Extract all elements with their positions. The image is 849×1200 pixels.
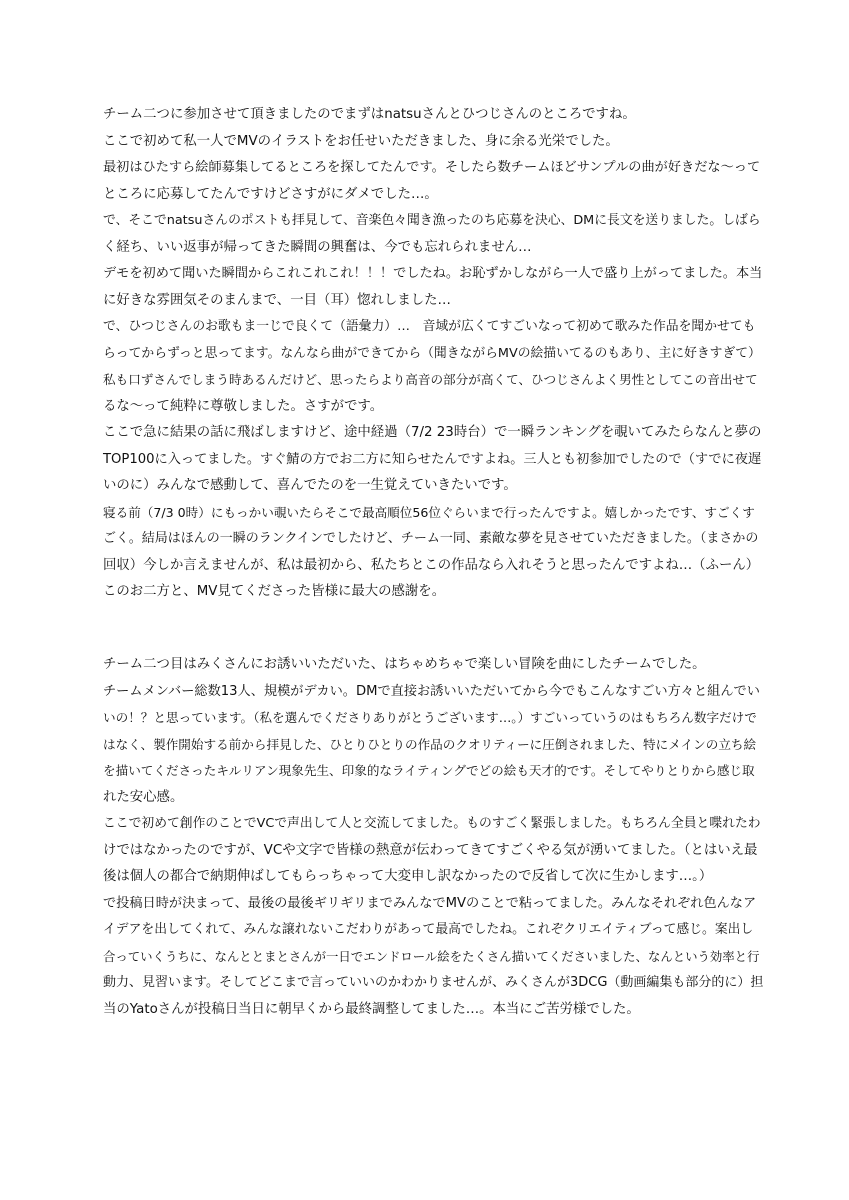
text-line: いの！？と思っています。（私を選んでくださりありがとうございます…。）すごいっていうのはもちろん数字だけで <box>103 710 757 725</box>
text-line: らってからずっと思ってます。なんなら曲ができてから（聞きながらMVの絵描いてるのもあり、主に好きすぎて） <box>103 345 761 361</box>
text-line: 回収）今しか言えませんが、私は最初から、私たちとこの作品なら入れそうと思ったんですよね…（ふーん） <box>103 557 760 573</box>
text-line: イデアを出してくれて、みんな譲れないこだわりがあって最高でしたね。これぞクリエイティブって感じ。案出し <box>103 922 754 937</box>
text-line: ごく。結局はほんの一瞬のランクインでしたけど、チーム一同、素敵な夢を見させていただきました。（まさかの <box>103 531 759 546</box>
text-line: で、そこでnatsuさんのポストも拝見して、音楽色々聞き漁ったのち応募を決心、DMに長文を送りました。しばら <box>103 213 761 228</box>
text-line: ここで初めて創作のことでVCで声出して人と交流してました。ものすごく緊張しました。もちろん全員と喋れたわ <box>103 816 761 831</box>
text-line: デモを初めて聞いた瞬間からこれこれこれ！！！でしたね。お恥ずかしながら一人で盛り上がってました。本当 <box>103 266 763 281</box>
text-line: チームメンバー総数13人、規模がデカい。DMで直接お誘いいただいてから今でもこんなすごい方々と組んでい <box>103 683 760 699</box>
text-line: 私も口ずさんでしまう時あるんだけど、思ったらより高音の部分が高くて、ひつじさんよく男性としてこの音出せて <box>103 372 758 387</box>
text-line: で投稿日時が決まって、最後の最後ギリギリまでみんなでMVのことで粘ってました。みんなそれぞれ色んなア <box>103 895 757 911</box>
text-line: で、ひつじさんのお歌もま一じで良くて（語彙力）… 音域が広くてすごいなって初めて歌みた作品を聞かせても <box>103 319 756 334</box>
text-line: れた安心感。 <box>103 789 184 805</box>
text-line: はなく、製作開始する前から拝見した、ひとりひとりの作品のクオリティーに圧倒されました、特にメインの立ち絵 <box>103 736 757 752</box>
text-line: に好きな雰囲気そのまんまで、一目（耳）惚れしました… <box>103 292 451 308</box>
text-line: 寝る前（7/3 0時）にもっかい覗いたらそこで最高順位56位ぐらいまで行ったんですよ。嬉しかったです、すごくす <box>103 504 755 520</box>
text-line: 最初はひたすら絵師募集してるところを探してたんです。そしたら数チームほどサンプルの曲が好きだな～って <box>103 160 761 175</box>
paragraph-block-team-2 <box>103 652 763 1023</box>
text-line: 動力、見習います。そしてどこまで言っていいのかわかりませんが、みくさんが3DCG（動画編集も部分的に）担 <box>103 975 764 990</box>
text-line: チーム二つ目はみくさんにお誘いいただいた、はちゃめちゃで楽しい冒険を曲にしたチームでした。 <box>103 657 706 672</box>
text-line: ここで急に結果の話に飛ばしますけど、途中経過（7/2 23時台）で一瞬ランキングを覗いてみたらなんと夢の <box>103 425 762 440</box>
text-line: ここで初めて私一人でMVのイラストをお任せいただきました、身に余る光栄でした。 <box>103 133 619 149</box>
text-line: るな～って純粋に尊敬しました。さすがです。 <box>103 398 384 414</box>
text-line: 当のYatoさんが投稿日当日に朝早くから最終調整してました…。本当にご苦労様でした。 <box>103 1001 640 1017</box>
text-line: く経ち、いい返事が帰ってきた瞬間の興奮は、今でも忘れられません… <box>103 239 532 255</box>
text-line: 後は個人の都合で納期伸ばしてもらっちゃって大変申し訳なかったので反省して次に生かします…。） <box>103 869 713 884</box>
text-line: けではなかったのですが、VCや文字で皆様の熱意が伝わってきてすごくやる気が湧いてました。（とはいえ最 <box>103 842 758 858</box>
text-line: いのに）みんなで感動して、喜んでたのを一生覚えていきたいです。 <box>103 478 517 493</box>
paragraph-block-team-1 <box>103 102 763 606</box>
text-line: TOP100に入ってました。すぐ鯖の方でお二方に知らせたんですよね。三人とも初参加でしたので（すでに夜遅 <box>103 451 762 467</box>
text-line: このお二方と、MV見てくださった皆様に最大の感謝を。 <box>103 584 446 599</box>
text-line: チーム二つに参加させて頂きましたのでまずはnatsuさんとひつじさんのところですね。 <box>103 107 636 122</box>
text-line: を描いてくださったキルリアン現象先生、印象的なライティングでどの絵も天才的です。そしてやりとりから感じ取 <box>103 763 755 778</box>
text-line: ところに応募してたんですけどさすがにダメでした…。 <box>103 186 438 202</box>
text-line: 合っていくうちに、なんととまとさんが一日でエンドロール絵をたくさん描いてくださいました、なんという効率と行 <box>103 948 760 964</box>
